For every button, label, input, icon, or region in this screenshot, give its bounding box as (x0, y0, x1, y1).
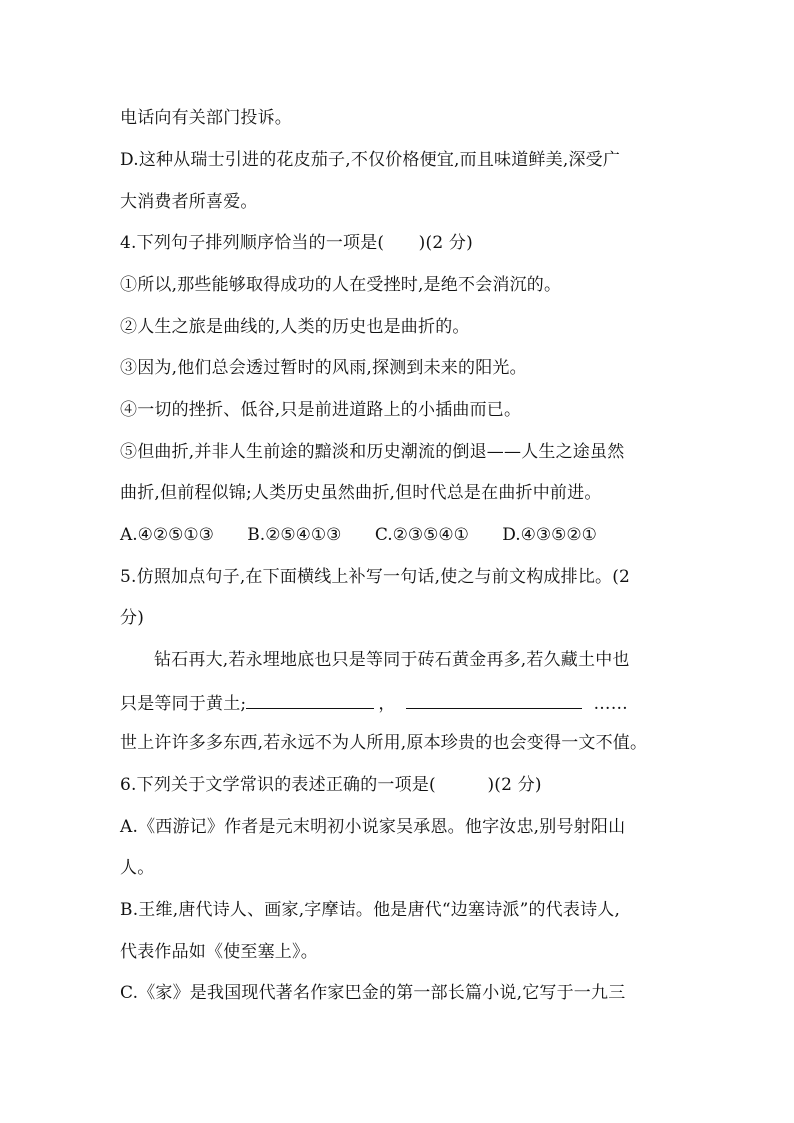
q6-option-c-line-1: C.《家》是我国现代著名作家巴金的第一部长篇小说,它写于一九三 (120, 983, 626, 1003)
sentence-2: ②人生之旅是曲线的,人类的历史也是曲折的。 (120, 317, 470, 337)
passage-line-2 (120, 690, 628, 716)
sentence-5-line-2: 曲折,但前程似锦;人类历史虽然曲折,但时代总是在曲折中前进。 (120, 483, 602, 503)
q6-option-b-line-1: B.王维,唐代诗人、画家,字摩诘。他是唐代“边塞诗派”的代表诗人, (120, 900, 621, 920)
passage-line-3: 世上许许多多东西,若永远不为人所用,原本珍贵的也会变得一文不值。 (120, 733, 648, 753)
answer-blank-1[interactable] (246, 690, 374, 709)
question-5-prompt-line-1: 5.仿照加点句子,在下面横线上补写一句话,使之与前文构成排比。(2 (120, 567, 631, 587)
option-d: D.④③⑤②① (502, 525, 597, 545)
question-4-prompt: 4.下列句子排列顺序恰当的一项是( )(2 分) (120, 233, 473, 253)
sentence-3: ③因为,他们总会透过暂时的风雨,探测到未来的阳光。 (120, 358, 527, 378)
question-4-options (120, 523, 597, 547)
sentence-5-line-1: ⑤但曲折,并非人生前途的黯淡和历史潮流的倒退——人生之途虽然 (120, 442, 625, 462)
text-line: 电话向有关部门投诉。 (120, 108, 292, 128)
comma: ， (378, 694, 396, 714)
q6-option-b-line-2: 代表作品如《使至塞上》。 (120, 942, 318, 962)
q6-option-a-line-1: A.《西游记》作者是元末明初小说家吴承恩。他字汝忠,别号射阳山 (120, 817, 626, 837)
answer-blank-2[interactable] (406, 690, 582, 709)
question-5-prompt-line-2: 分) (120, 608, 145, 628)
option-c: C.②③⑤④① (374, 525, 469, 545)
sentence-4: ④一切的挫折、低谷,只是前进道路上的小插曲而已。 (120, 400, 522, 420)
option-a: A.④②⑤①③ (120, 525, 214, 545)
option-d-line-2: 大消费者所喜爱。 (120, 192, 258, 212)
question-6-prompt: 6.下列关于文学常识的表述正确的一项是( )(2 分) (120, 775, 542, 795)
q6-option-a-line-2: 人。 (120, 858, 155, 878)
option-b: B.②⑤④①③ (247, 525, 342, 545)
sentence-1: ①所以,那些能够取得成功的人在受挫时,是绝不会消沉的。 (120, 275, 562, 295)
passage-line-2-text: 只是等同于黄土; (120, 694, 247, 714)
option-d-line-1: D.这种从瑞士引进的花皮茄子,不仅价格便宜,而且味道鲜美,深受广 (120, 150, 621, 170)
passage-line-1: 钻石再大,若永埋地底也只是等同于砖石黄金再多,若久藏土中也 (154, 650, 630, 670)
ellipsis: …… (593, 694, 628, 714)
